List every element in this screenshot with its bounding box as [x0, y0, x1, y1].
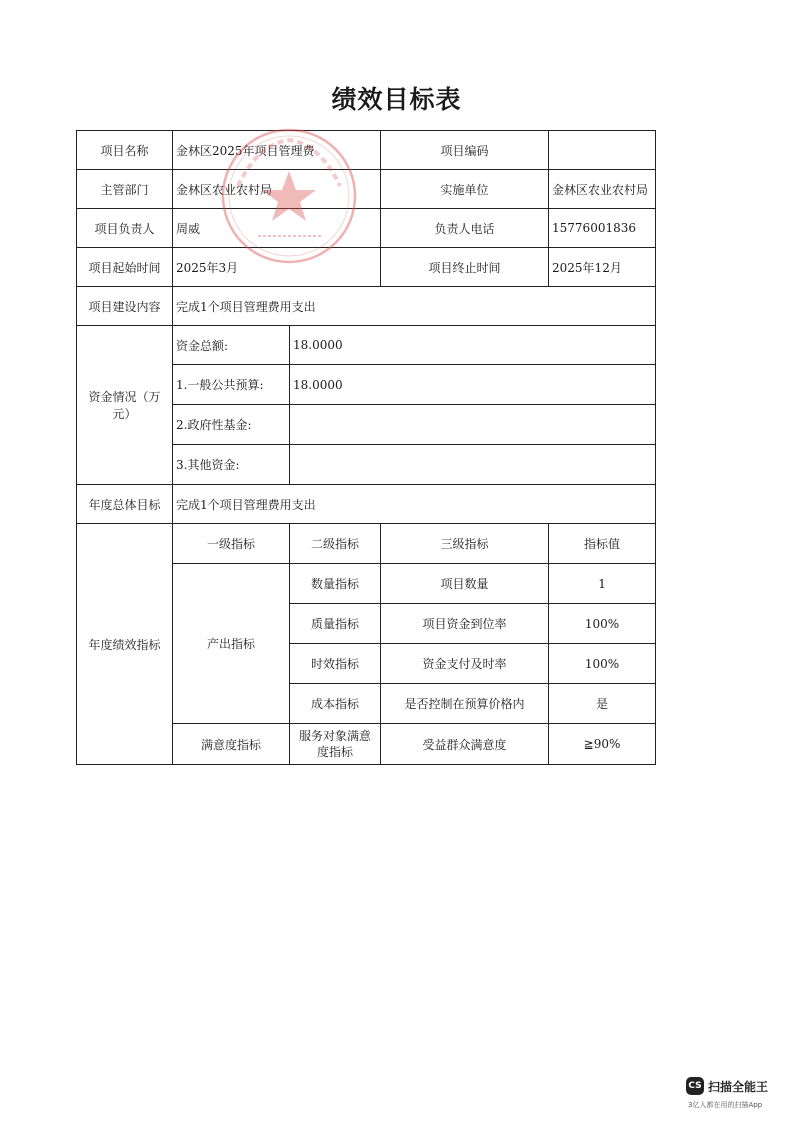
start-value: 2025年3月 — [173, 248, 381, 287]
fund-label: 资金总额: — [173, 326, 290, 365]
fund-value — [290, 405, 656, 445]
start-label: 项目起始时间 — [77, 248, 173, 287]
level2-cell: 质量指标 — [290, 604, 381, 644]
end-label: 项目终止时间 — [381, 248, 549, 287]
level2-cell: 数量指标 — [290, 564, 381, 604]
level3-cell: 资金支付及时率 — [381, 644, 549, 684]
indicator-value-cell: 是 — [549, 684, 656, 724]
leader-label: 项目负责人 — [77, 209, 173, 248]
satisfaction-value: ≧90% — [549, 724, 656, 765]
leader-value: 周威 — [173, 209, 381, 248]
dept-value: 金林区农业农村局 — [173, 170, 381, 209]
end-value: 2025年12月 — [549, 248, 656, 287]
indicator-value-cell: 1 — [549, 564, 656, 604]
output-indicator-label: 产出指标 — [173, 564, 290, 724]
row-indicator-headers — [77, 524, 656, 564]
fund-label: 2.政府性基金: — [173, 405, 290, 445]
project-code-value — [549, 131, 656, 170]
watermark-tagline: 3亿人都在用的扫描App — [688, 1101, 763, 1109]
row-annual-goal — [77, 485, 656, 524]
row-department — [77, 170, 656, 209]
fund-label: 1.一般公共预算: — [173, 365, 290, 405]
project-name-value: 金林区2025年项目管理费 — [173, 131, 381, 170]
header-level3: 三级指标 — [381, 524, 549, 564]
indicators-label: 年度绩效指标 — [77, 524, 173, 765]
annual-goal-label: 年度总体目标 — [77, 485, 173, 524]
content-label: 项目建设内容 — [77, 287, 173, 326]
header-level1: 一级指标 — [173, 524, 290, 564]
phone-value: 15776001836 — [549, 209, 656, 248]
document-title: 绩效目标表 — [331, 85, 462, 114]
fund-value: 18.0000 — [290, 365, 656, 405]
satisfaction-level3: 受益群众满意度 — [381, 724, 549, 765]
camscanner-logo-icon: CS — [686, 1077, 704, 1095]
level3-cell: 是否控制在预算价格内 — [381, 684, 549, 724]
project-code-label: 项目编码 — [381, 131, 549, 170]
impl-unit-label: 实施单位 — [381, 170, 549, 209]
watermark-app-name: 扫描全能王 — [708, 1080, 769, 1094]
satisfaction-level2: 服务对象满意度指标 — [290, 724, 381, 765]
performance-goal-table — [76, 130, 656, 765]
row-fund-total — [77, 326, 656, 365]
level2-cell: 成本指标 — [290, 684, 381, 724]
fund-value: 18.0000 — [290, 326, 656, 365]
level2-cell: 时效指标 — [290, 644, 381, 684]
scanner-watermark — [686, 1077, 786, 1117]
indicator-value-cell: 100% — [549, 644, 656, 684]
funds-label: 资金情况（万元） — [77, 326, 173, 485]
fund-value — [290, 445, 656, 485]
impl-unit-value: 金林区农业农村局 — [549, 170, 656, 209]
content-value: 完成1个项目管理费用支出 — [173, 287, 656, 326]
header-value: 指标值 — [549, 524, 656, 564]
annual-goal-value: 完成1个项目管理费用支出 — [173, 485, 656, 524]
row-project-name — [77, 131, 656, 170]
row-content — [77, 287, 656, 326]
indicator-value-cell: 100% — [549, 604, 656, 644]
dept-label: 主管部门 — [77, 170, 173, 209]
header-level2: 二级指标 — [290, 524, 381, 564]
row-period — [77, 248, 656, 287]
row-leader — [77, 209, 656, 248]
project-name-label: 项目名称 — [77, 131, 173, 170]
phone-label: 负责人电话 — [381, 209, 549, 248]
fund-label: 3.其他资金: — [173, 445, 290, 485]
level3-cell: 项目资金到位率 — [381, 604, 549, 644]
satisfaction-level1: 满意度指标 — [173, 724, 290, 765]
level3-cell: 项目数量 — [381, 564, 549, 604]
